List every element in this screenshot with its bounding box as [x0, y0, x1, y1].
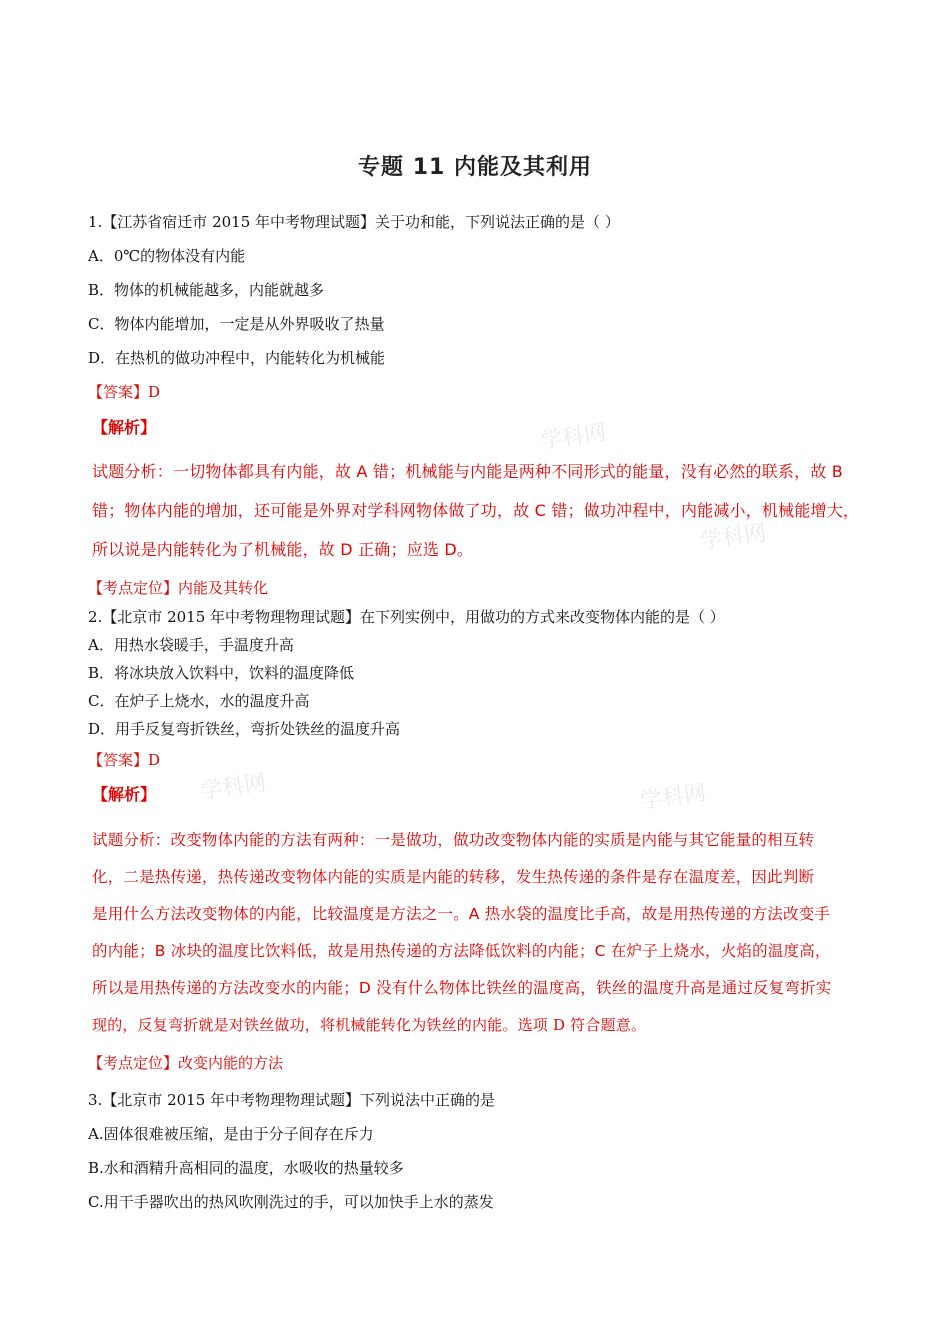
analysis-line: 试题分析：改变物体内能的方法有两种：一是做功，做功改变物体内能的实质是内能与其它能量的相互转: [92, 831, 815, 849]
question-1-option-a: A．0℃的物体没有内能: [88, 247, 246, 265]
question-1-stem: 1.【江苏省宿迁市 2015 年中考物理试题】关于功和能，下列说法正确的是（ ）: [88, 213, 620, 231]
question-1-option-d: D．在热机的做功冲程中，内能转化为机械能: [88, 349, 386, 367]
question-2-analysis-label: 【解析】: [92, 785, 157, 804]
watermark: 学科网: [698, 520, 768, 555]
question-2-option-c: C．在炉子上烧水，水的温度升高: [88, 692, 310, 710]
watermark: 学科网: [198, 770, 268, 805]
analysis-line: 化，二是热传递，热传递改变物体内能的实质是内能的转移，发生热传递的条件是存在温度差，因此判断: [92, 868, 815, 886]
question-3-option-c: C.用干手器吹出的热风吹刚洗过的手，可以加快手上水的蒸发: [88, 1193, 494, 1211]
question-2-analysis: [92, 822, 880, 1044]
question-2-stem: 2.【北京市 2015 年中考物理物理试题】在下列实例中，用做功的方式来改变物体内能的是（ ）: [88, 608, 725, 626]
question-2-option-b: B．将冰块放入饮料中，饮料的温度降低: [88, 664, 355, 682]
analysis-line: 错；物体内能的增加，还可能是外界对学科网物体做了功，故 C 错；做功冲程中，内能减小，机械能增大，: [92, 501, 860, 520]
question-2-answer: 【答案】D: [88, 751, 161, 769]
watermark: 学科网: [538, 420, 608, 455]
question-1-point: 【考点定位】内能及其转化: [88, 579, 269, 597]
question-1-option-b: B．物体的机械能越多，内能就越多: [88, 281, 325, 299]
analysis-line: 是用什么方法改变物体的内能，比较温度是方法之一。A 热水袋的温度比手高，故是用热传递的方法改变手: [92, 905, 831, 923]
analysis-line: 现的，反复弯折就是对铁丝做功，将机械能转化为铁丝的内能。选项 D 符合题意。: [92, 1016, 647, 1034]
question-1-answer: 【答案】D: [88, 383, 161, 401]
watermark: 学科网: [638, 780, 708, 815]
page-title: 专题 11 内能及其利用: [358, 155, 592, 180]
analysis-line: 所以是用热传递的方法改变水的内能；D 没有什么物体比铁丝的温度高，铁丝的温度升高是通过反复弯折实: [92, 979, 832, 997]
question-2-option-a: A．用热水袋暖手，手温度升高: [88, 636, 294, 654]
question-1-analysis: [92, 452, 880, 569]
question-1-analysis-label: 【解析】: [92, 418, 157, 437]
analysis-line: 试题分析：一切物体都具有内能，故 A 错；机械能与内能是两种不同形式的能量，没有必然的联系，故 B: [92, 462, 843, 481]
analysis-line: 所以说是内能转化为了机械能，故 D 正确；应选 D。: [92, 540, 474, 559]
question-3-option-b: B.水和酒精升高相同的温度，水吸收的热量较多: [88, 1159, 404, 1177]
question-1-option-c: C．物体内能增加，一定是从外界吸收了热量: [88, 315, 385, 333]
analysis-line: 的内能；B 冰块的温度比饮料低，故是用热传递的方法降低饮料的内能；C 在炉子上烧水，火焰的温度高，: [92, 942, 831, 960]
question-2-option-d: D．用手反复弯折铁丝，弯折处铁丝的温度升高: [88, 720, 401, 738]
question-3-option-a: A.固体很难被压缩，是由于分子间存在斥力: [88, 1125, 374, 1143]
question-2-point: 【考点定位】改变内能的方法: [88, 1054, 284, 1072]
question-3-stem: 3.【北京市 2015 年中考物理物理试题】下列说法中正确的是: [88, 1091, 496, 1109]
